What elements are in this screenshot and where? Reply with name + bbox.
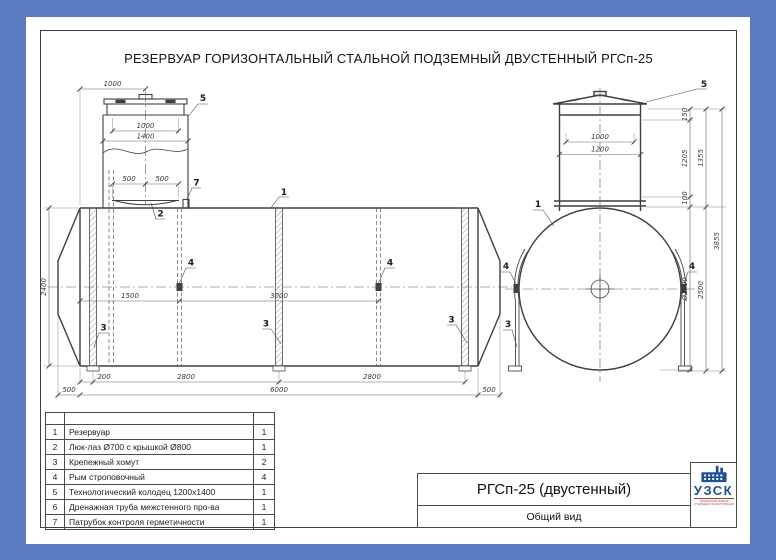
dim-lid-height: 150 [681, 107, 689, 122]
pos-label-3: 3 [262, 319, 270, 330]
pos-label-4: 4 [386, 258, 394, 269]
pos-label-4: 4 [688, 262, 696, 272]
table-row: 1 Резервуар 1 [46, 425, 275, 440]
dim-strap-offset: 200 [97, 373, 111, 381]
table-row: 6 Дренажная труба межстенного про-ва 1 [46, 500, 275, 515]
pos-label-7: 7 [193, 178, 200, 189]
factory-icon [700, 465, 728, 483]
pos-label-4: 4 [187, 258, 195, 269]
pos-label-4: 4 [502, 262, 510, 272]
side-view-hidden-lines [109, 170, 381, 366]
dim-top-offset: 1000 [103, 80, 122, 88]
parts-table [45, 412, 275, 530]
dim-end-well-outer: 1200 [591, 145, 609, 154]
dim-half-left: 500 [122, 175, 136, 183]
pos-label-2: 2 [157, 209, 164, 220]
dim-half-right: 500 [155, 175, 169, 183]
side-view-extension-lines [44, 90, 500, 398]
title-block-view-name: Общий вид [417, 505, 691, 528]
pos-label-1: 1 [280, 188, 288, 198]
pos-label-3: 3 [448, 315, 455, 326]
end-view-leaders [501, 89, 707, 347]
table-row: 3 Крепежный хомут 2 [46, 455, 275, 470]
table-row: 7 Патрубок контроля герметичности 1 [46, 515, 275, 530]
side-view-well [103, 95, 189, 209]
table-row [46, 413, 275, 425]
side-view-dimension-lines [49, 89, 500, 395]
pos-label-5: 5 [700, 80, 708, 90]
dim-rym-first: 1500 [121, 292, 139, 300]
dim-well-outer: 1400 [136, 132, 155, 141]
dim-cone-left: 500 [62, 386, 76, 394]
dim-overlap: 100 [681, 191, 689, 205]
dim-cone-right: 500 [482, 386, 496, 394]
logo-name: УЗСК [693, 483, 734, 498]
table-row: 4 Рым строповочный 4 [46, 470, 275, 485]
side-view-dimension-ticks [47, 87, 503, 398]
dim-total-height: 3855 [713, 232, 721, 250]
pos-label-1: 1 [534, 200, 542, 210]
table-row: 2 Люк-лаз Ø700 с крышкой Ø800 1 [46, 440, 275, 455]
pos-label-3: 3 [504, 320, 512, 330]
dim-well-inner: 1000 [136, 122, 155, 130]
dim-cylinder-length: 6000 [270, 386, 288, 394]
logo-divider [694, 498, 734, 499]
dim-diameter: 2400 [40, 278, 48, 296]
end-view-extension-lines [566, 109, 726, 371]
company-logo [690, 462, 737, 528]
pos-label-5: 5 [199, 94, 207, 104]
logo-subtitle: УРАЛЬСКИЙ ЗАВОД СТАЛЬНЫХ КОНСТРУКЦИЙ [693, 500, 734, 506]
side-view-straps [87, 208, 471, 371]
dim-strap-span-1: 2800 [177, 373, 195, 381]
dim-rym-span: 3000 [270, 292, 288, 300]
drawing-main-title: РЕЗЕРВУАР ГОРИЗОНТАЛЬНЫЙ СТАЛЬНОЙ ПОДЗЕМНЫЙ ДВУСТЕННЫЙ РГСп-25 [124, 51, 653, 66]
pos-label-3: 3 [100, 323, 107, 334]
dim-strap-span-2: 2800 [363, 373, 381, 381]
dim-well-total: 1355 [697, 149, 705, 167]
dim-well-height: 1205 [681, 149, 689, 168]
dim-height-to-base: 2500 [697, 281, 705, 299]
dim-end-diameter: Ø2400 [681, 277, 689, 301]
title-block-model: РГСп-25 (двустенный) [417, 473, 691, 506]
dim-end-well-inner: 1000 [591, 133, 609, 141]
table-row: 5 Технологический колодец 1200х1400 1 [46, 485, 275, 500]
